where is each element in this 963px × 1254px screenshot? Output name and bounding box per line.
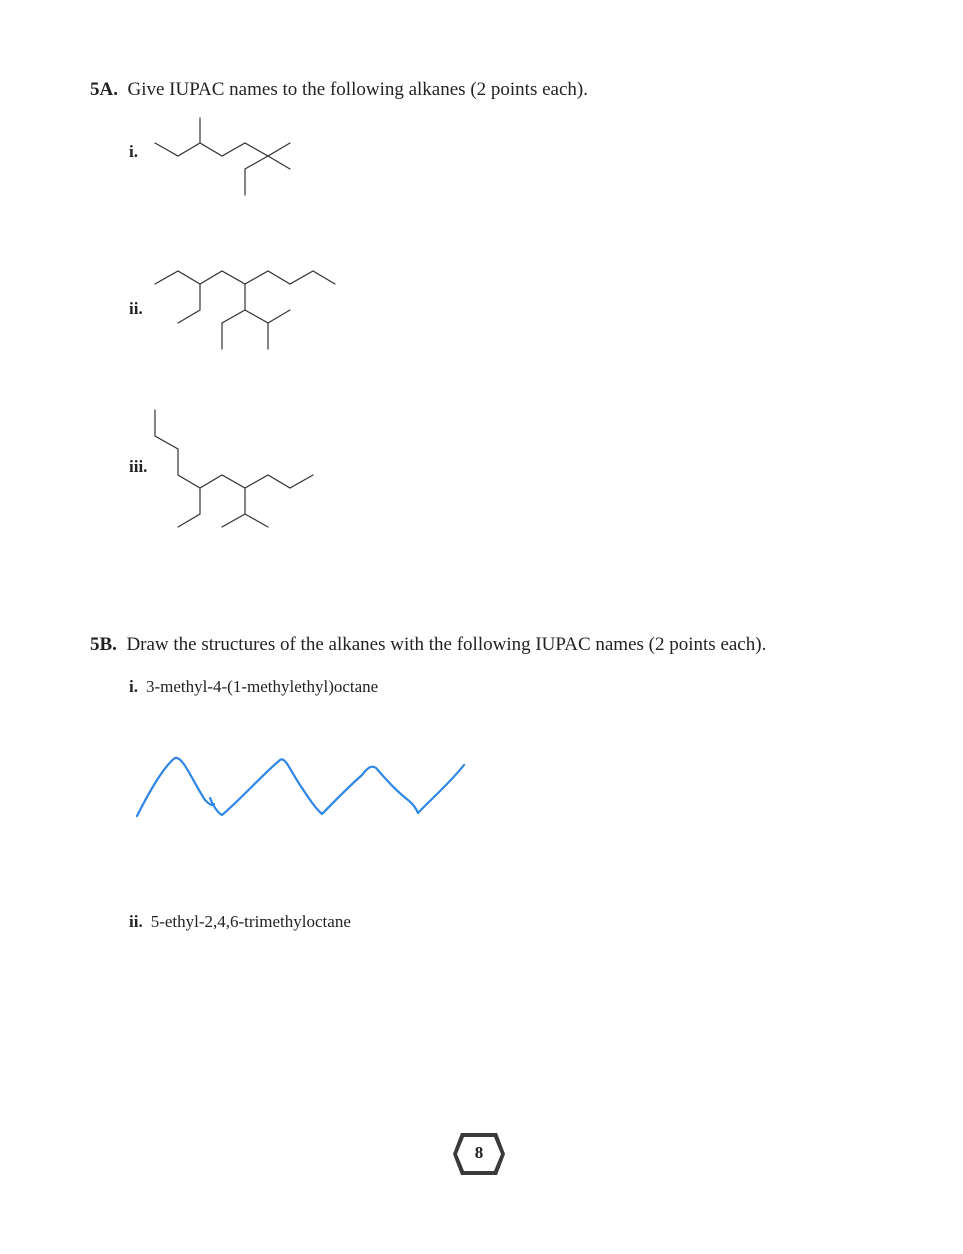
item-label: i.	[129, 142, 138, 161]
question-number: 5B.	[90, 634, 117, 655]
question-instruction: Give IUPAC names to the following alkanes (2 points each).	[127, 79, 588, 100]
page-number: 8	[474, 1143, 484, 1162]
question-instruction: Draw the structures of the alkanes with the following IUPAC names (2 points each).	[126, 634, 767, 655]
item-label: ii.	[129, 299, 143, 318]
list-item	[129, 912, 351, 932]
iupac-name: 3-methyl-4-(1-methylethyl)octane	[145, 677, 379, 696]
item-label: i.	[129, 677, 138, 696]
iupac-name: 5-ethyl-2,4,6-trimethyloctane	[150, 912, 351, 931]
question-number: 5A.	[90, 79, 118, 100]
item-label: ii.	[129, 912, 143, 931]
item-label: iii.	[129, 457, 148, 476]
